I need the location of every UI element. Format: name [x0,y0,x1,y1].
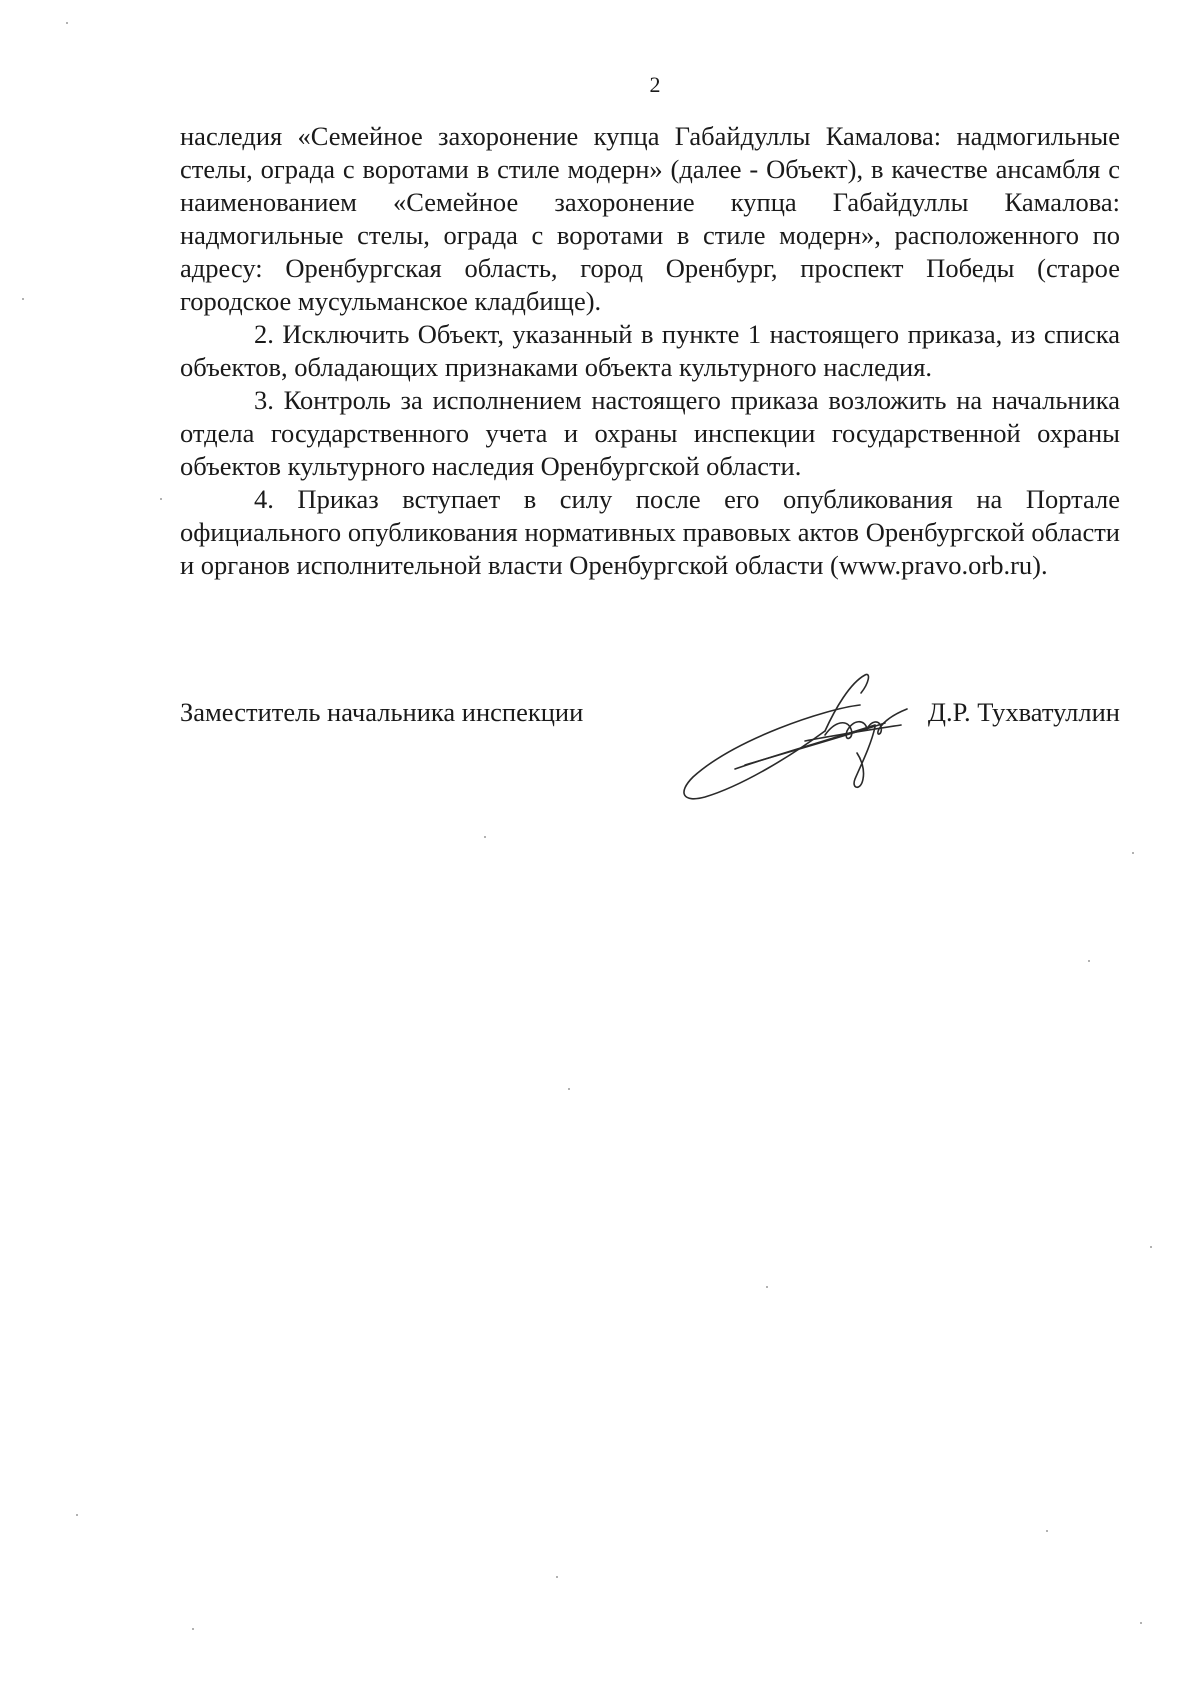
scan-speck [66,22,68,24]
scan-speck [192,1628,194,1630]
signer-name: Д.Р. Тухватуллин [927,697,1120,727]
scan-speck [22,298,24,300]
scan-speck [568,1088,570,1090]
signer-title: Заместитель начальника инспекции [180,697,584,727]
paragraph-item-3: 3. Контроль за исполнением настоящего приказа возложить на начальника отдела государственного учета и охраны инспекции государственной охраны объектов культурного наследия Оренбургской области. [180,385,1120,481]
page-number: 2 [649,72,661,97]
scan-speck [1140,1622,1142,1624]
scan-speck [1132,852,1134,854]
signature-block [180,697,1120,817]
scan-speck [484,836,486,838]
paragraph-item-2: 2. Исключить Объект, указанный в пункте 1 настоящего приказа, из списка объектов, обладающих признаками объекта культурного наследия. [180,319,1120,382]
scan-speck [1088,960,1090,962]
scan-speck [556,1576,558,1578]
scan-speck [1046,1530,1048,1532]
document-body [180,120,1120,582]
scan-speck [76,1514,78,1516]
scan-speck [1150,1246,1152,1248]
handwritten-signature [675,669,915,809]
paragraph-continuation: наследия «Семейное захоронение купца Габайдуллы Камалова: надмогильные стелы, ограда с воротами в стиле модерн» (далее - Объект), в качестве ансамбля с наименованием «Семейное захоронение купца Габайдуллы Камалова: надмогильные стелы, ограда с воротами в стиле модерн», расположенного по адресу: Оренбургская область, город Оренбург, проспект Победы (старое городское мусульманское кладбище). [180,121,1120,316]
paragraph-item-4: 4. Приказ вступает в силу после его опубликования на Портале официального опубликования нормативных правовых актов Оренбургской области и органов исполнительной власти Оренбургской области (www.pravo.orb.ru). [180,484,1120,580]
scan-speck [160,498,162,500]
scan-speck [766,1286,768,1288]
